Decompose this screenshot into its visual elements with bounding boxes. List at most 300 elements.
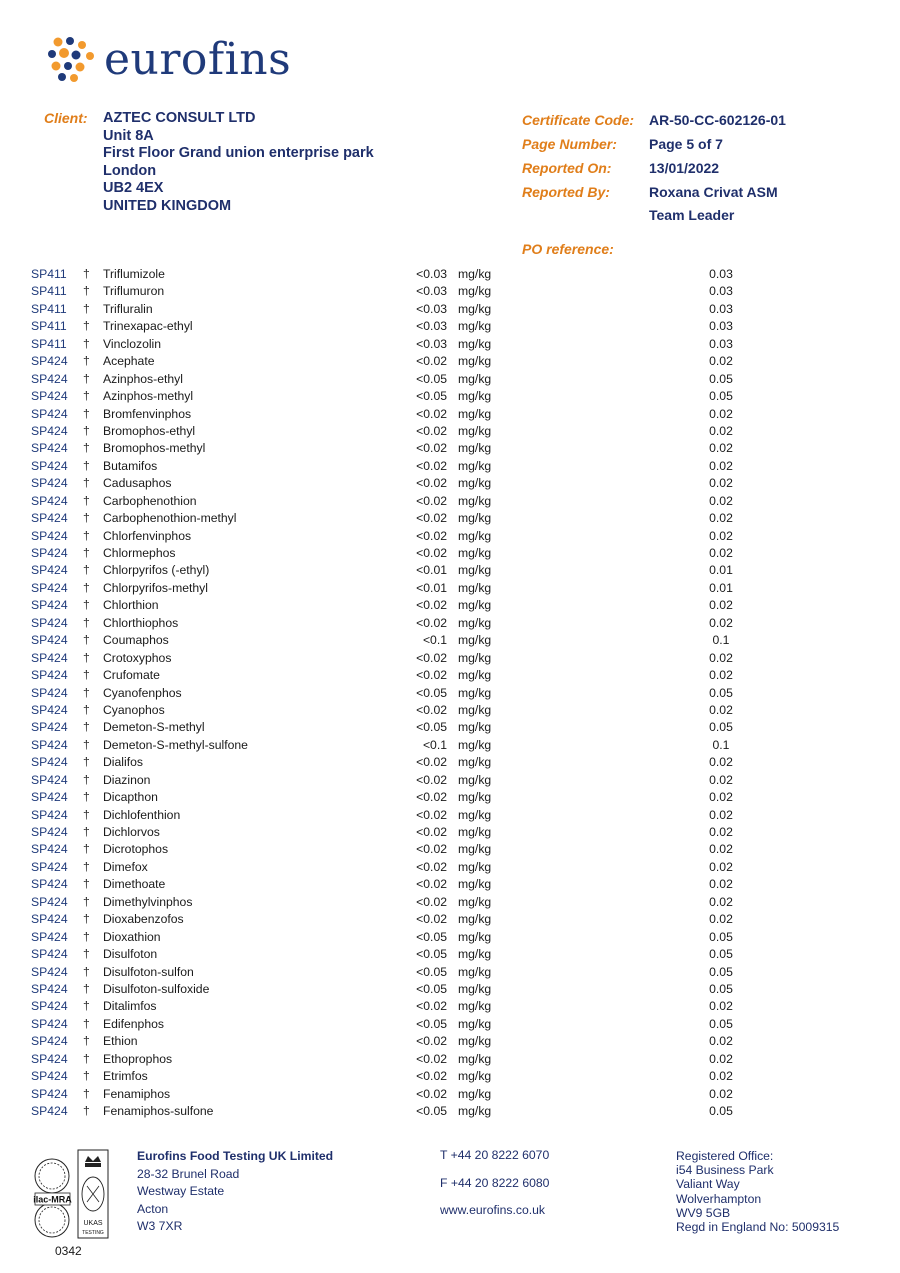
result-unit: mg/kg [458,929,492,944]
accreditation-mark: † [83,633,90,648]
results-table [31,266,871,1120]
limit-of-detection: 0.02 [709,772,733,787]
table-row [31,824,871,841]
table-row [31,493,871,510]
accreditation-mark: † [83,825,90,839]
method-code: SP424 [31,999,68,1014]
analyte-name: Trifluralin [103,301,153,316]
analyte-name: Chlorpyrifos-methyl [103,580,208,595]
result-value: <0.05 [416,1016,447,1031]
table-row [31,702,871,719]
result-unit: mg/kg [458,493,492,508]
accreditation-mark: † [83,371,90,386]
result-value: <0.02 [416,1051,447,1066]
accreditation-mark: † [83,458,90,473]
accreditation-mark: † [83,859,90,874]
method-code: SP424 [31,563,68,578]
analyte-name: Disulfoton-sulfoxide [103,981,210,996]
accreditation-mark: † [83,650,90,665]
accreditation-mark: † [83,423,90,438]
result-value: <0.1 [422,633,447,648]
limit-of-detection: 0.02 [709,1051,733,1066]
result-value: <0.02 [416,807,447,822]
limit-of-detection: 0.02 [709,912,733,927]
limit-of-detection: 0.02 [709,1034,733,1049]
limit-of-detection: 0.02 [709,825,733,839]
analyte-name: Demeton-S-methyl-sulfone [103,737,248,752]
result-unit: mg/kg [458,389,492,404]
method-code: SP424 [31,964,68,979]
table-row [31,685,871,702]
accreditation-mark: † [83,336,90,351]
result-value: <0.02 [416,668,447,683]
accreditation-mark: † [83,894,90,909]
analyte-name: Chlorfenvinphos [103,528,192,543]
table-row [31,371,871,388]
method-code: SP411 [31,336,67,351]
method-code: SP424 [31,929,68,944]
company-name: Eurofins Food Testing UK Limited [137,1149,334,1163]
accreditation-mark: † [83,284,90,299]
method-code: SP424 [31,912,68,927]
analyte-name: Triflumizole [103,267,165,281]
analyte-name: Dichlorvos [103,825,160,839]
result-value: <0.05 [416,929,447,944]
method-code: SP424 [31,546,68,560]
result-unit: mg/kg [458,825,492,839]
method-code: SP424 [31,371,68,386]
analyte-name: Dicapthon [103,790,158,805]
result-unit: mg/kg [458,755,492,770]
table-row [31,998,871,1015]
result-value: <0.02 [416,999,447,1014]
accreditation-mark: † [83,1069,90,1084]
table-row [31,1016,871,1033]
accreditation-mark: † [83,755,90,770]
result-value: <0.1 [422,737,447,752]
table-row [31,807,871,824]
result-value: <0.02 [416,1034,447,1049]
limit-of-detection: 0.05 [709,947,733,962]
analyte-name: Etrimfos [103,1069,148,1084]
limit-of-detection: 0.02 [709,877,733,892]
result-value: <0.02 [416,1069,447,1084]
table-row [31,318,871,335]
analyte-name: Trinexapac-ethyl [103,319,193,334]
po-reference-label: PO reference: [522,241,614,257]
result-value: <0.02 [416,441,447,456]
method-code: SP424 [31,354,68,369]
accreditation-mark: † [83,354,90,369]
accreditation-mark: † [83,598,90,613]
method-code: SP424 [31,842,68,857]
analyte-name: Demeton-S-methyl [103,720,205,735]
limit-of-detection: 0.05 [709,720,733,735]
limit-of-detection: 0.02 [709,807,733,822]
result-value: <0.05 [416,981,447,996]
method-code: SP424 [31,441,68,456]
result-value: <0.02 [416,877,447,892]
table-row [31,597,871,614]
accreditation-mark: † [83,1051,90,1066]
result-value: <0.02 [416,894,447,909]
limit-of-detection: 0.05 [709,389,733,404]
result-value: <0.03 [416,336,447,351]
result-value: <0.02 [416,842,447,857]
result-unit: mg/kg [458,633,492,648]
analyte-name: Ethion [103,1034,138,1049]
result-value: <0.05 [416,685,447,700]
analyte-name: Butamifos [103,458,158,473]
accreditation-mark: † [83,685,90,700]
limit-of-detection: 0.02 [709,528,733,543]
registered-office-line: Valiant Way [676,1177,740,1192]
website-link[interactable]: www.eurofins.co.uk [440,1203,545,1218]
result-value: <0.03 [416,319,447,334]
reported-on-label: Reported On: [522,160,612,176]
result-unit: mg/kg [458,999,492,1014]
result-value: <0.02 [416,493,447,508]
analyte-name: Diazinon [103,772,151,787]
limit-of-detection: 0.02 [709,511,733,526]
limit-of-detection: 0.05 [709,1104,733,1118]
result-unit: mg/kg [458,406,492,421]
analyte-name: Vinclozolin [103,336,162,351]
limit-of-detection: 0.02 [709,441,733,456]
limit-of-detection: 0.02 [709,650,733,665]
method-code: SP424 [31,1086,68,1101]
limit-of-detection: 0.02 [709,668,733,683]
result-unit: mg/kg [458,720,492,735]
eurofins-dots-icon [46,36,98,84]
table-row [31,929,871,946]
table-row [31,981,871,998]
limit-of-detection: 0.03 [709,301,733,316]
reported-on: 13/01/2022 [649,160,720,176]
method-code: SP411 [31,284,67,299]
ukas-icon [78,1150,108,1238]
table-row [31,772,871,789]
table-row [31,545,871,562]
table-row [31,754,871,771]
result-unit: mg/kg [458,458,492,473]
registered-office-line: Registered Office: [676,1149,774,1163]
result-unit: mg/kg [458,1104,492,1118]
reported-by-role: Team Leader [649,207,735,223]
accreditation-mark: † [83,441,90,456]
result-unit: mg/kg [458,336,492,351]
accreditation-mark: † [83,493,90,508]
limit-of-detection: 0.02 [709,999,733,1014]
result-value: <0.02 [416,406,447,421]
table-row [31,946,871,963]
analyte-name: Fenamiphos [103,1086,171,1101]
table-row [31,1103,871,1120]
result-unit: mg/kg [458,737,492,752]
analyte-name: Disulfoton [103,947,158,962]
limit-of-detection: 0.05 [709,1016,733,1031]
certificate-code: AR-50-CC-602126-01 [649,112,786,128]
result-unit: mg/kg [458,1051,492,1066]
accreditation-mark: † [83,999,90,1014]
accreditation-mark: † [83,981,90,996]
table-row [31,562,871,579]
table-row [31,388,871,405]
method-code: SP424 [31,458,68,473]
method-code: SP424 [31,807,68,822]
result-unit: mg/kg [458,354,492,369]
table-row [31,667,871,684]
method-code: SP424 [31,650,68,665]
accreditation-mark: † [83,319,90,334]
result-unit: mg/kg [458,528,492,543]
result-unit: mg/kg [458,1016,492,1031]
result-value: <0.02 [416,511,447,526]
method-code: SP424 [31,947,68,962]
limit-of-detection: 0.02 [709,702,733,717]
limit-of-detection: 0.03 [709,267,733,281]
result-unit: mg/kg [458,668,492,683]
method-code: SP411 [31,267,67,281]
result-unit: mg/kg [458,772,492,787]
result-value: <0.02 [416,423,447,438]
result-value: <0.02 [416,755,447,770]
table-row [31,510,871,527]
client-line: UNITED KINGDOM [103,197,232,214]
result-unit: mg/kg [458,441,492,456]
eurofins-logo [46,36,291,84]
address-line: Acton [137,1201,169,1216]
analyte-name: Dioxabenzofos [103,912,184,927]
analyte-name: Azinphos-methyl [103,389,194,404]
result-value: <0.02 [416,790,447,805]
table-row [31,1086,871,1103]
limit-of-detection: 0.05 [709,964,733,979]
certificate-meta [522,108,786,226]
method-code: SP424 [31,580,68,595]
table-row [31,1051,871,1068]
table-row [31,911,871,928]
result-unit: mg/kg [458,301,492,316]
method-code: SP424 [31,423,68,438]
accreditation-mark: † [83,702,90,717]
result-value: <0.05 [416,964,447,979]
method-code: SP424 [31,598,68,613]
method-code: SP424 [31,406,68,421]
table-row [31,353,871,370]
result-unit: mg/kg [458,842,492,857]
result-unit: mg/kg [458,598,492,613]
method-code: SP411 [31,301,67,316]
method-code: SP424 [31,1016,68,1031]
table-row [31,1033,871,1050]
analyte-name: Dioxathion [103,929,161,944]
result-unit: mg/kg [458,546,492,560]
method-code: SP424 [31,633,68,648]
method-code: SP424 [31,894,68,909]
footer [0,1140,900,1273]
address-line: Westway Estate [137,1184,225,1199]
table-row [31,615,871,632]
accreditation-mark: † [83,772,90,787]
result-value: <0.05 [416,720,447,735]
client-label: Client: [44,110,88,126]
ilac-mra-icon [33,1159,72,1237]
phone-number: T +44 20 8222 6070 [440,1148,550,1162]
result-value: <0.02 [416,615,447,630]
analyte-name: Coumaphos [103,633,169,648]
accreditation-mark: † [83,668,90,683]
limit-of-detection: 0.02 [709,423,733,438]
table-row [31,859,871,876]
limit-of-detection: 0.02 [709,354,733,369]
registered-office-line: WV9 5GB [676,1205,731,1220]
accreditation-mark: † [83,947,90,962]
analyte-name: Dimethoate [103,877,166,892]
table-row [31,580,871,597]
limit-of-detection: 0.05 [709,685,733,700]
reported-by-label: Reported By: [522,184,610,200]
result-unit: mg/kg [458,267,492,281]
table-row [31,266,871,283]
result-unit: mg/kg [458,319,492,334]
accreditation-mark: † [83,929,90,944]
result-unit: mg/kg [458,476,492,491]
result-unit: mg/kg [458,859,492,874]
result-unit: mg/kg [458,947,492,962]
accreditation-mark: † [83,842,90,857]
result-value: <0.05 [416,947,447,962]
limit-of-detection: 0.02 [709,406,733,421]
analyte-name: Crufomate [103,668,160,683]
method-code: SP424 [31,755,68,770]
accreditation-mark: † [83,580,90,595]
accreditation-mark: † [83,912,90,927]
analyte-name: Dialifos [103,755,143,770]
result-unit: mg/kg [458,563,492,578]
analyte-name: Cadusaphos [103,476,172,491]
table-row [31,423,871,440]
accreditation-mark: † [83,1104,90,1118]
result-unit: mg/kg [458,894,492,909]
result-unit: mg/kg [458,284,492,299]
limit-of-detection: 0.03 [709,284,733,299]
accreditation-mark: † [83,476,90,491]
limit-of-detection: 0.1 [712,633,730,648]
table-row [31,841,871,858]
method-code: SP424 [31,1051,68,1066]
certificate-code-label: Certificate Code: [522,112,635,128]
accreditation-mark: † [83,1016,90,1031]
limit-of-detection: 0.03 [709,319,733,334]
table-row [31,458,871,475]
result-unit: mg/kg [458,423,492,438]
analyte-name: Cyanofenphos [103,685,182,700]
method-code: SP424 [31,389,68,404]
analyte-name: Chlorthion [103,598,159,613]
analyte-name: Ditalimfos [103,999,157,1014]
analyte-name: Chlorthiophos [103,615,179,630]
analyte-name: Acephate [103,354,155,369]
table-row [31,336,871,353]
limit-of-detection: 0.02 [709,1069,733,1084]
result-unit: mg/kg [458,702,492,717]
analyte-name: Fenamiphos-sulfone [103,1104,214,1118]
client-line: London [103,162,157,179]
analyte-name: Carbophenothion [103,493,197,508]
accreditation-mark: † [83,877,90,892]
accreditation-mark: † [83,389,90,404]
method-code: SP424 [31,981,68,996]
svg-text:TESTING: TESTING [82,1230,104,1236]
limit-of-detection: 0.1 [712,737,730,752]
limit-of-detection: 0.02 [709,1086,733,1101]
result-value: <0.01 [416,580,447,595]
method-code: SP424 [31,859,68,874]
accreditation-number: 0342 [55,1244,82,1258]
result-unit: mg/kg [458,1086,492,1101]
method-code: SP424 [31,825,68,839]
method-code: SP424 [31,1069,68,1084]
registered-office-line: Wolverhampton [676,1191,762,1206]
analyte-name: Chlorpyrifos (-ethyl) [103,563,210,578]
registered-office-line: i54 Business Park [676,1163,774,1178]
address-line: 28-32 Brunel Road [137,1166,240,1181]
analyte-name: Edifenphos [103,1016,164,1031]
registered-office-line: Regd in England No: 5009315 [676,1220,840,1235]
result-unit: mg/kg [458,371,492,386]
limit-of-detection: 0.05 [709,929,733,944]
accreditation-mark: † [83,615,90,630]
method-code: SP424 [31,790,68,805]
accreditation-mark: † [83,563,90,578]
limit-of-detection: 0.02 [709,842,733,857]
limit-of-detection: 0.02 [709,476,733,491]
limit-of-detection: 0.02 [709,790,733,805]
table-row [31,737,871,754]
analyte-name: Bromophos-methyl [103,441,206,456]
result-unit: mg/kg [458,964,492,979]
analyte-name: Crotoxyphos [103,650,172,665]
result-value: <0.02 [416,546,447,560]
limit-of-detection: 0.03 [709,336,733,351]
result-unit: mg/kg [458,807,492,822]
method-code: SP411 [31,319,67,334]
method-code: SP424 [31,615,68,630]
brand-name: eurofins [104,34,292,85]
table-row [31,894,871,911]
analyte-name: Dimefox [103,859,148,874]
method-code: SP424 [31,511,68,526]
result-unit: mg/kg [458,877,492,892]
analyte-name: Bromophos-ethyl [103,423,196,438]
client-line: UB2 4EX [103,180,164,196]
result-value: <0.02 [416,825,447,839]
method-code: SP424 [31,685,68,700]
fax-number: F +44 20 8222 6080 [440,1175,550,1190]
result-value: <0.03 [416,301,447,316]
svg-text:UKAS: UKAS [83,1220,103,1227]
table-row [31,475,871,492]
client-line: Unit 8A [103,127,154,144]
result-value: <0.02 [416,598,447,613]
reported-by: Roxana Crivat ASM [649,184,778,200]
table-row [31,283,871,300]
table-row [31,301,871,318]
limit-of-detection: 0.02 [709,458,733,473]
result-value: <0.02 [416,772,447,787]
analyte-name: Ethoprophos [103,1051,173,1066]
